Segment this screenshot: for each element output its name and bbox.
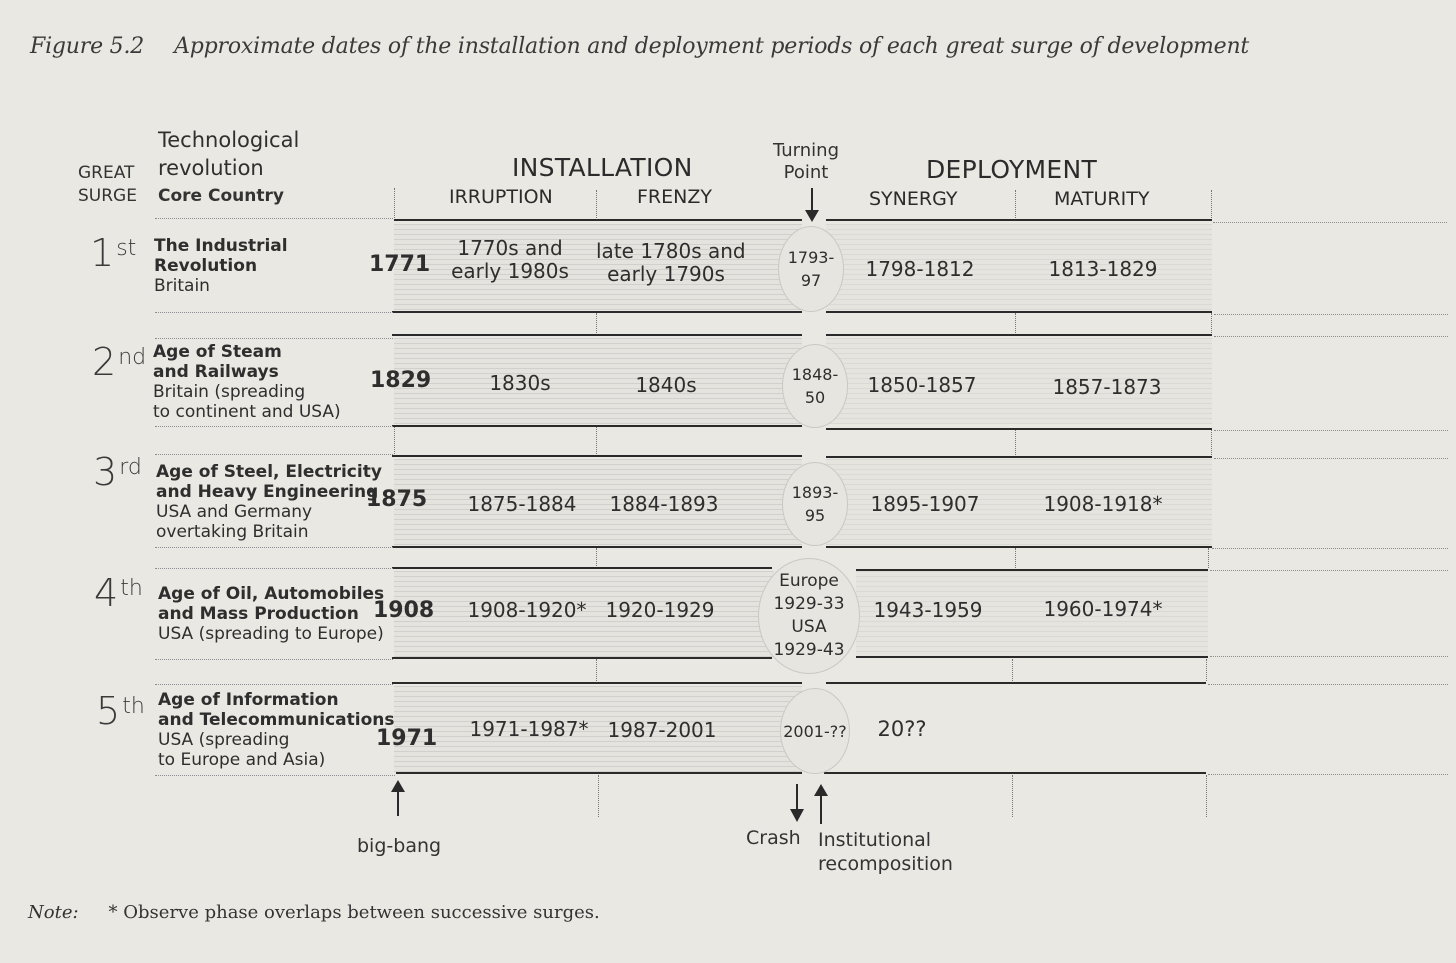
surge-1-turning-point xyxy=(778,226,844,312)
row-line xyxy=(392,682,802,684)
row-line xyxy=(826,682,1206,684)
row-separator xyxy=(155,547,393,548)
header-divider xyxy=(596,190,597,218)
phase-divider xyxy=(1211,313,1212,333)
surge-3-revolution xyxy=(156,462,382,542)
header-divider xyxy=(1015,190,1016,218)
cell-line: 1848-50 xyxy=(791,365,839,407)
label-line: recomposition xyxy=(818,853,953,875)
revolution-name: Age of Steam xyxy=(153,342,282,362)
cell-line: USA xyxy=(791,617,827,637)
cell-line: 2001-?? xyxy=(783,721,847,741)
row-separator xyxy=(1214,336,1448,337)
surge-2-maturity: 1857-1873 xyxy=(1052,375,1162,399)
row-separator xyxy=(1208,774,1448,775)
cell-line: 1770s and xyxy=(457,236,563,260)
row-line xyxy=(392,311,802,313)
ordinal-number: 4 xyxy=(94,571,119,615)
row-separator xyxy=(155,426,393,427)
row-line xyxy=(392,546,802,548)
row-separator xyxy=(1212,548,1448,549)
surge-3-big-bang-year: 1875 xyxy=(366,487,428,512)
row-line xyxy=(392,657,772,659)
phase-divider xyxy=(1015,548,1016,568)
cell-line: 1893-95 xyxy=(791,483,839,525)
surge-2-big-bang-year: 1829 xyxy=(370,368,432,393)
row-line xyxy=(392,334,802,336)
phase-divider xyxy=(1015,430,1016,455)
core-country: USA (spreading xyxy=(158,730,290,750)
row-separator xyxy=(1213,222,1447,223)
surge-1-ordinal xyxy=(90,231,137,275)
core-country-header: Core Country xyxy=(158,186,284,206)
row-line xyxy=(826,456,1212,458)
header-divider xyxy=(1211,190,1212,220)
header-divider xyxy=(394,188,395,218)
surge-4-revolution xyxy=(158,584,384,644)
revolution-name: Age of Information xyxy=(158,690,339,710)
phase-divider xyxy=(394,427,395,454)
surge-4-irruption: 1908-1920* xyxy=(467,598,587,622)
cell-line: 1793-97 xyxy=(787,248,835,290)
phase-divider xyxy=(596,659,597,681)
cell-line: late 1780s and xyxy=(596,239,746,263)
cell-line: early 1980s xyxy=(451,259,569,283)
row-separator xyxy=(155,775,395,776)
figure-number: Figure 5.2 xyxy=(30,34,145,59)
deployment-header: DEPLOYMENT xyxy=(926,155,1098,184)
surge-4-frenzy: 1920-1929 xyxy=(605,598,715,622)
ordinal-number: 2 xyxy=(92,340,117,384)
row-line xyxy=(392,455,802,457)
row-separator xyxy=(155,684,393,685)
ordinal-suffix: th xyxy=(122,694,145,719)
row-separator xyxy=(155,659,393,660)
row-separator xyxy=(1214,314,1448,315)
row-separator xyxy=(155,338,393,339)
row-separator xyxy=(1210,656,1448,657)
row-separator xyxy=(1208,684,1448,685)
revolution-name: and Railways xyxy=(153,362,279,382)
note-text: * Observe phase overlaps between successive surges. xyxy=(108,902,600,923)
surge-3-ordinal xyxy=(93,450,142,494)
surge-1-maturity: 1813-1829 xyxy=(1048,257,1158,281)
phase-divider xyxy=(598,775,599,817)
cell-line: Europe xyxy=(779,571,839,591)
tech-revolution-header-line2: revolution xyxy=(158,156,264,180)
phase-divider xyxy=(1012,659,1013,681)
ordinal-number: 1 xyxy=(90,231,115,275)
row-separator xyxy=(155,312,393,313)
surge-2-frenzy: 1840s xyxy=(635,373,697,397)
revolution-name: and Heavy Engineering xyxy=(156,482,379,502)
surge-2-ordinal xyxy=(92,340,147,384)
surge-2-synergy: 1850-1857 xyxy=(867,373,977,397)
core-country: USA and Germany xyxy=(156,502,313,522)
turning-point-line1: Turning xyxy=(773,140,839,161)
surge-5-irruption: 1971-1987* xyxy=(469,717,589,741)
figure-caption-text: Approximate dates of the installation and deployment periods of each great surge of development xyxy=(174,34,1250,59)
ordinal-suffix: th xyxy=(120,576,143,601)
institutional-up-arrow-icon xyxy=(814,784,828,824)
surge-3-turning-point xyxy=(782,462,848,546)
row-line xyxy=(856,569,1208,571)
core-country: overtaking Britain xyxy=(156,522,309,542)
surge-1-frenzy xyxy=(596,239,746,286)
surge-1-big-bang-year: 1771 xyxy=(369,252,431,277)
phase-divider xyxy=(1211,430,1212,455)
phase-divider xyxy=(1015,313,1016,333)
core-country: Britain xyxy=(154,276,210,296)
row-line xyxy=(826,311,1212,313)
great-surge-header-line1: GREAT xyxy=(78,163,135,183)
row-line xyxy=(856,656,1208,658)
turning-point-down-arrow-icon xyxy=(805,188,819,222)
surge-3-maturity: 1908-1918* xyxy=(1043,492,1163,516)
cell-line: early 1790s xyxy=(607,262,725,286)
phase-header-synergy: SYNERGY xyxy=(869,188,958,210)
row-separator xyxy=(155,218,393,219)
cell-line: 1929-33 xyxy=(773,594,845,614)
row-separator xyxy=(1214,458,1448,459)
phase-divider xyxy=(596,548,597,566)
revolution-name: and Telecommunications xyxy=(158,710,395,730)
deployment-baseline xyxy=(826,219,1212,221)
surge-5-ordinal xyxy=(96,689,145,733)
surge-1-irruption xyxy=(440,237,580,283)
core-country: USA (spreading to Europe) xyxy=(158,624,384,644)
row-line xyxy=(826,546,1212,548)
surge-1-synergy: 1798-1812 xyxy=(865,257,975,281)
turning-point-header xyxy=(772,140,840,184)
ordinal-number: 5 xyxy=(96,689,121,733)
core-country: to continent and USA) xyxy=(153,402,341,422)
figure-caption xyxy=(30,34,1249,59)
surge-4-turning-point xyxy=(758,558,860,674)
row-line xyxy=(396,772,802,774)
surge-2-irruption: 1830s xyxy=(489,371,551,395)
row-separator xyxy=(1214,430,1448,431)
phase-header-frenzy: FRENZY xyxy=(637,186,712,208)
surge-4-big-bang-year: 1908 xyxy=(373,598,435,623)
row-separator xyxy=(155,454,393,455)
ordinal-number: 3 xyxy=(93,450,118,494)
row-separator xyxy=(155,568,393,569)
great-surge-header xyxy=(78,162,137,208)
surge-2-revolution xyxy=(153,342,341,422)
tech-revolution-header-line1: Technological xyxy=(158,128,300,152)
big-bang-label: big-bang xyxy=(357,835,442,857)
phase-header-irruption: IRRUPTION xyxy=(449,186,553,208)
surge-5-synergy: 20?? xyxy=(877,717,927,741)
revolution-name: Revolution xyxy=(154,256,258,276)
surge-2-installation-band xyxy=(394,338,802,424)
row-line xyxy=(826,428,1212,430)
label-line: Institutional xyxy=(818,829,932,851)
surge-3-synergy: 1895-1907 xyxy=(870,492,980,516)
row-line xyxy=(392,425,802,427)
row-line xyxy=(392,567,772,569)
surge-4-maturity: 1960-1974* xyxy=(1043,597,1163,621)
surge-5-revolution xyxy=(158,690,395,770)
surge-4-ordinal xyxy=(94,571,143,615)
surge-5-frenzy: 1987-2001 xyxy=(607,718,717,742)
surge-3-frenzy: 1884-1893 xyxy=(609,492,719,516)
phase-divider xyxy=(596,427,597,454)
core-country: to Europe and Asia) xyxy=(158,750,326,770)
crash-label: Crash xyxy=(746,827,801,849)
phase-divider xyxy=(596,313,597,333)
ordinal-suffix: rd xyxy=(119,455,142,480)
installation-baseline xyxy=(394,219,802,221)
phase-divider xyxy=(1206,659,1207,681)
surge-1-revolution xyxy=(154,236,288,296)
big-bang-up-arrow-icon xyxy=(391,780,405,816)
tech-revolution-header xyxy=(158,126,299,182)
great-surge-header-line2: SURGE xyxy=(78,186,137,206)
crash-down-arrow-icon xyxy=(790,784,804,822)
phase-divider xyxy=(1012,775,1013,817)
installation-header: INSTALLATION xyxy=(512,153,693,182)
surge-4-synergy: 1943-1959 xyxy=(873,598,983,622)
note-label: Note: xyxy=(28,902,79,923)
row-line xyxy=(826,334,1212,336)
revolution-name: Age of Steel, Electricity xyxy=(156,462,382,482)
revolution-name: and Mass Production xyxy=(158,604,359,624)
surge-5-turning-point xyxy=(780,688,850,774)
row-separator xyxy=(1210,570,1448,571)
ordinal-suffix: st xyxy=(116,236,137,261)
surge-5-big-bang-year: 1971 xyxy=(376,726,438,751)
institutional-recomposition-label xyxy=(818,828,953,876)
revolution-name: Age of Oil, Automobiles xyxy=(158,584,385,604)
surge-2-turning-point xyxy=(782,344,848,428)
surge-3-irruption: 1875-1884 xyxy=(467,492,577,516)
phase-divider xyxy=(1206,775,1207,817)
phase-divider xyxy=(1208,548,1209,568)
surge-3-installation-band xyxy=(394,459,802,545)
figure-note xyxy=(28,902,600,923)
turning-point-line2: Point xyxy=(783,162,829,183)
phase-header-maturity: MATURITY xyxy=(1054,188,1150,210)
core-country: Britain (spreading xyxy=(153,382,306,402)
ordinal-suffix: nd xyxy=(118,345,147,370)
row-line xyxy=(824,772,1206,774)
cell-line: 1929-43 xyxy=(773,640,845,660)
revolution-name: The Industrial xyxy=(154,236,288,256)
surge-5-installation-band xyxy=(394,686,802,772)
